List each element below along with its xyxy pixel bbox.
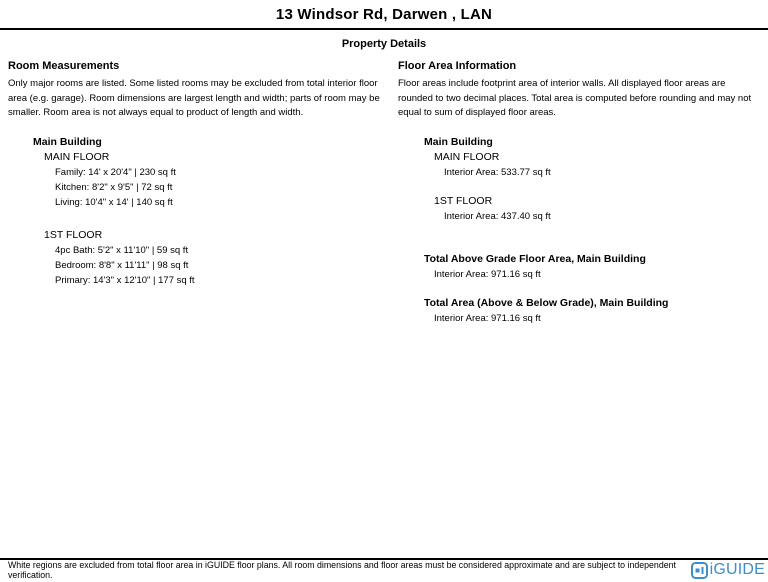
room-kitchen: Kitchen: 8'2" x 9'5" | 72 sq ft	[55, 181, 173, 193]
interior-area-1st-floor: Interior Area: 437.40 sq ft	[444, 210, 551, 222]
building-name: Main Building	[33, 135, 102, 148]
iguide-logo-text: iGUIDE	[709, 561, 765, 578]
building-name: Main Building	[424, 135, 493, 148]
room-measurements-building	[8, 135, 390, 288]
floor-name-main-floor: MAIN FLOOR	[434, 150, 500, 163]
room-bedroom: Bedroom: 8'8" x 11'11" | 98 sq ft	[55, 259, 189, 271]
floor-area-heading: Floor Area Information	[398, 60, 517, 72]
room-measurements-section	[8, 60, 390, 326]
floor-name-1st-floor: 1ST FLOOR	[434, 194, 493, 207]
page-subtitle: Property Details	[341, 38, 427, 50]
page-title: 13 Windsor Rd, Darwen , LAN	[275, 6, 493, 23]
floor-name-1st-floor: 1ST FLOOR	[44, 228, 103, 241]
footer-disclaimer: White regions are excluded from total floor area in iGUIDE floor plans. All room dimensions and floor areas must be considered approximate and are subject to independent verification.	[8, 560, 676, 580]
total-above-grade-value: Interior Area: 971.16 sq ft	[434, 268, 541, 280]
total-all-grades	[398, 296, 760, 326]
page-footer	[0, 558, 768, 582]
property-details-page	[0, 6, 768, 582]
interior-area-main-floor: Interior Area: 533.77 sq ft	[444, 166, 551, 178]
iguide-logo	[691, 561, 765, 579]
floor-block-main-floor	[8, 150, 390, 210]
room-living: Living: 10'4" x 14' | 140 sq ft	[55, 196, 173, 208]
floor-area-building	[398, 135, 760, 224]
floor-name-main-floor: MAIN FLOOR	[44, 150, 110, 163]
total-above-grade	[398, 252, 760, 282]
totals-block	[398, 252, 760, 326]
room-measurements-heading: Room Measurements	[8, 60, 120, 72]
page-header	[0, 6, 768, 50]
room-family: Family: 14' x 20'4" | 230 sq ft	[55, 166, 176, 178]
room-measurements-description: Only major rooms are listed. Some listed rooms may be excluded from total interior floor area (e.g. garage). Room dimensions are largest length and width; parts of room may be smaller. Room area is not always equal to product of length and width.	[8, 78, 380, 119]
total-above-grade-heading: Total Above Grade Floor Area, Main Building	[424, 252, 646, 265]
floor-area-description: Floor areas include footprint area of interior walls. All displayed floor areas are rounded to two decimal places. Total area is computed before rounding and may not equal to sum of displayed floor areas.	[398, 78, 752, 119]
floor-area-information-section	[390, 60, 760, 326]
area-block-1st-floor	[398, 194, 760, 224]
total-all-grades-heading: Total Area (Above & Below Grade), Main Building	[424, 296, 669, 309]
title-divider	[0, 28, 768, 30]
area-block-main-floor	[398, 150, 760, 180]
total-all-grades-value: Interior Area: 971.16 sq ft	[434, 312, 541, 324]
room-primary: Primary: 14'3" x 12'10" | 177 sq ft	[55, 274, 195, 286]
room-4pc-bath: 4pc Bath: 5'2" x 11'10" | 59 sq ft	[55, 244, 189, 256]
floor-block-1st-floor	[8, 228, 390, 288]
content-columns	[0, 60, 768, 326]
